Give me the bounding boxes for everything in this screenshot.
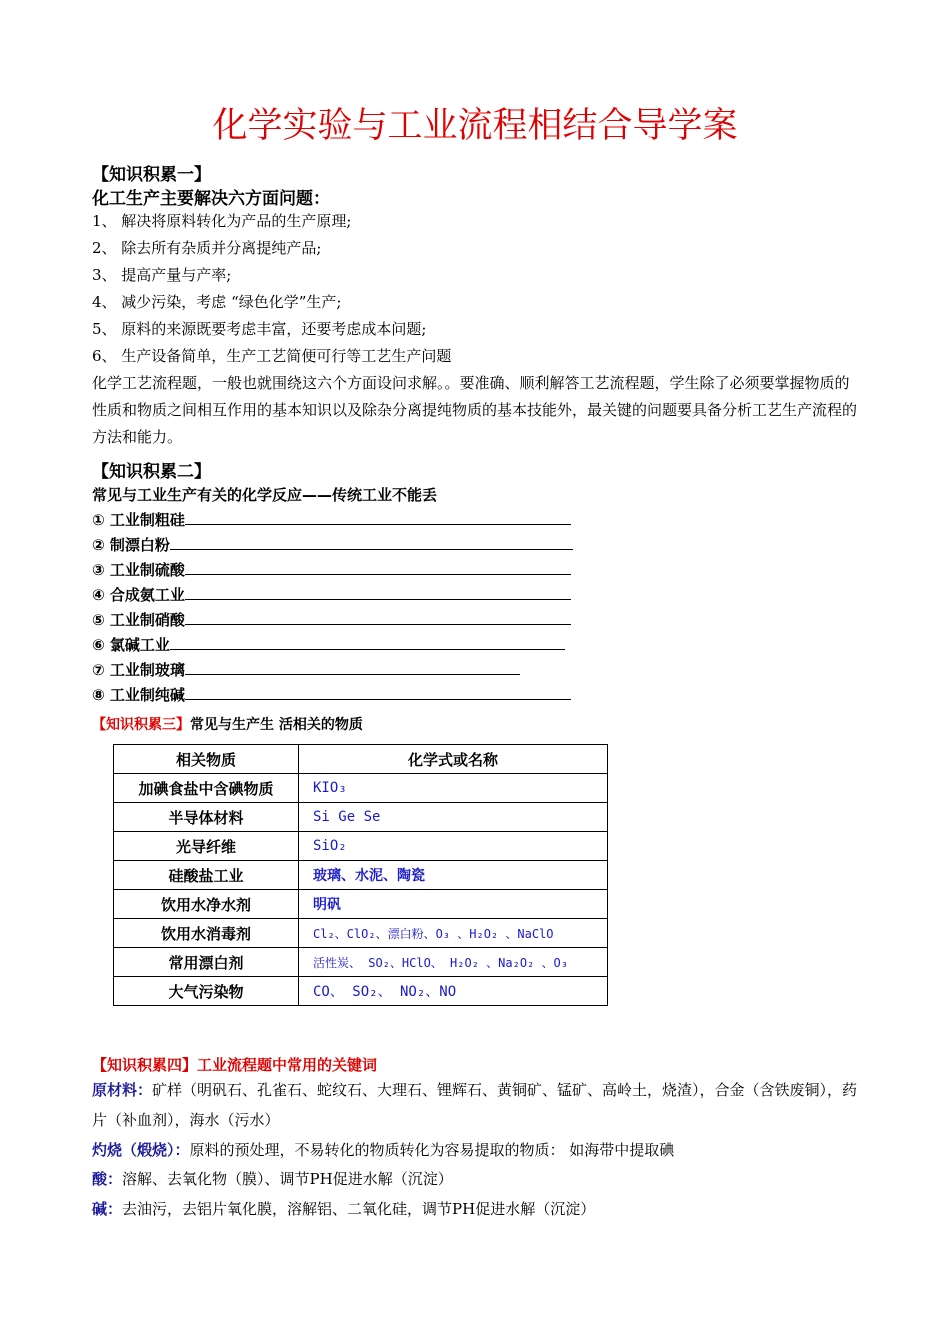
reaction-item: ⑤ 工业制硝酸 (92, 608, 571, 630)
answer-blank (185, 658, 520, 675)
section1-item: 5、 原料的来源既要考虑丰富，还要考虑成本问题; (92, 320, 427, 338)
keyword-entry: 碱：去油污，去铝片氧化膜，溶解铝、二氧化硅，调节PH促进水解（沉淀） (92, 1200, 596, 1218)
page-title: 化学实验与工业流程相结合导学案 (212, 106, 738, 146)
section1-heading: 【知识积累一】 (92, 165, 211, 185)
table-row: 加碘食盐中含碘物质 KIO₃ (114, 774, 608, 803)
table-header-cell: 相关物质 (114, 745, 299, 774)
table-row: 饮用水消毒剂 Cl₂、ClO₂、漂白粉、O₃ 、H₂O₂ 、NaClO (114, 919, 608, 948)
answer-blank (185, 583, 571, 600)
table-row: 常用漂白剂 活性炭、 SO₂、HClO、 H₂O₂ 、Na₂O₂ 、O₃ (114, 948, 608, 977)
reaction-item: ⑧ 工业制纯碱 (92, 683, 571, 705)
keyword-entry: 灼烧（煅烧）：原料的预处理，不易转化的物质转化为容易提取的物质： 如海带中提取碘 (92, 1141, 675, 1159)
reaction-item: ③ 工业制硫酸 (92, 558, 571, 580)
section2-subheading: 常见与工业生产有关的化学反应——传统工业不能丢 (92, 486, 438, 504)
section1-paragraph: 化学工艺流程题，一般也就围绕这六个方面设问求解。。要准确、顺利解答工艺流程题，学生除了必须要掌握物质的性质和物质之间相互作用的基本知识以及除杂分离提纯物质的基本技能外，最关键的问题要具备分析工艺生产流程的方法和能力。 (92, 374, 858, 446)
keyword-entry: 酸：溶解、去氧化物（膜）、调节PH促进水解（沉淀） (92, 1170, 453, 1188)
keyword-entry: 原材料：矿样（明矾石、孔雀石、蛇纹石、大理石、锂辉石、黄铜矿、锰矿、高岭土，烧渣），合金（含铁废铜），药片（补血剂），海水（污水） (92, 1081, 858, 1129)
reaction-item: ④ 合成氨工业 (92, 583, 571, 605)
section1-item: 1、 解决将原料转化为产品的生产原理; (92, 212, 352, 230)
answer-blank (170, 533, 573, 550)
reaction-item: ② 制漂白粉 (92, 533, 573, 555)
answer-blank (185, 608, 571, 625)
reaction-item: ⑦ 工业制玻璃 (92, 658, 520, 680)
section3-heading: 【知识积累三】常见与生产生 活相关的物质 (92, 717, 363, 733)
table-row: 饮用水净水剂 明矾 (114, 890, 608, 919)
section4-heading: 【知识积累四】工业流程题中常用的关键词 (92, 1056, 378, 1074)
table-row: 光导纤维 SiO₂ (114, 832, 608, 861)
answer-blank (185, 683, 571, 700)
section1-item: 4、 减少污染，考虑 “绿色化学”生产; (92, 293, 342, 311)
substances-table (113, 744, 608, 1006)
table-row: 大气污染物 CO、 SO₂、 NO₂、NO (114, 977, 608, 1006)
reaction-item: ⑥ 氯碱工业 (92, 633, 565, 655)
table-header-row (114, 745, 608, 774)
answer-blank (185, 508, 571, 525)
answer-blank (170, 633, 565, 650)
section1-item: 6、 生产设备简单，生产工艺简便可行等工艺生产问题 (92, 347, 452, 365)
section2-heading: 【知识积累二】 (92, 462, 211, 482)
section1-item: 3、 提高产量与产率; (92, 266, 232, 284)
section1-subheading: 化工生产主要解决六方面问题： (92, 189, 330, 209)
answer-blank (185, 558, 571, 575)
table-row: 硅酸盐工业 玻璃、水泥、陶瓷 (114, 861, 608, 890)
table-row: 半导体材料 Si Ge Se (114, 803, 608, 832)
reaction-item: ① 工业制粗硅 (92, 508, 571, 530)
table-header-cell: 化学式或名称 (299, 745, 608, 774)
section1-item: 2、 除去所有杂质并分离提纯产品; (92, 239, 322, 257)
